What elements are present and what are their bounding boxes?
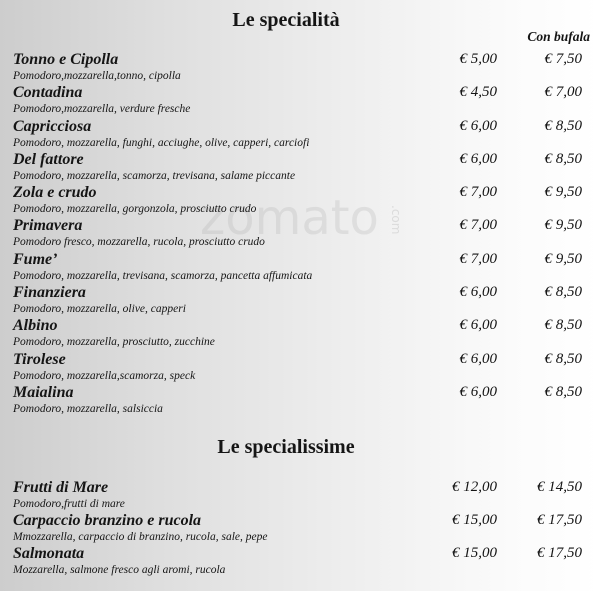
item-price-bufala: € 8,50: [544, 117, 582, 134]
item-name: Capricciosa: [13, 117, 92, 135]
menu-item: [0, 84, 600, 117]
menu-item: [0, 351, 600, 384]
item-name: Salmonata: [13, 545, 85, 562]
item-price-bufala: € 8,50: [544, 150, 582, 167]
item-price: € 15,00: [452, 545, 497, 561]
menu-item: [0, 251, 600, 284]
item-price: € 6,00: [459, 317, 497, 334]
item-description: Pomodoro, mozzarella, olive, capperi: [13, 303, 186, 316]
menu-item: [0, 184, 600, 217]
item-price-bufala: € 8,50: [544, 350, 582, 367]
item-price-bufala: € 9,50: [544, 250, 582, 267]
item-description: Pomodoro, mozzarella, scamorza, trevisana, salame piccante: [13, 169, 296, 182]
item-description: Pomodoro, mozzarella, gorgonzola, prosciutto crudo: [13, 203, 257, 216]
item-price-bufala: € 17,50: [537, 512, 582, 528]
watermark-logo: zomato: [200, 190, 379, 246]
item-price: € 15,00: [452, 512, 497, 528]
menu-item: [0, 479, 600, 512]
item-price: € 4,50: [459, 84, 497, 101]
menu-item: [0, 545, 600, 578]
item-price: € 6,00: [459, 117, 497, 134]
item-price-bufala: € 17,50: [537, 545, 582, 561]
item-price: € 6,00: [459, 383, 497, 400]
item-price-bufala: € 9,50: [544, 184, 582, 201]
item-name: Fume’: [13, 250, 58, 268]
item-name: Tonno e Cipolla: [13, 51, 119, 68]
item-description: Pomodoro,mozzarella,tonno, cipolla: [13, 70, 181, 82]
item-description: Pomodoro, mozzarella, salsiccia: [13, 402, 163, 415]
item-price: € 6,00: [459, 150, 497, 167]
item-description: Pomodoro, mozzarella, prosciutto, zucchine: [13, 336, 215, 349]
item-name: Finanziera: [13, 284, 86, 302]
item-description: Pomodoro, mozzarella, funghi, acciughe, olive, capperi, carciofi: [13, 136, 310, 149]
watermark-suffix: .com: [389, 205, 403, 235]
menu-item: [0, 51, 600, 84]
item-name: Zola e crudo: [13, 184, 97, 202]
item-name: Tirolese: [13, 350, 66, 368]
item-description: Pomodoro,frutti di mare: [13, 498, 125, 510]
item-name: Albino: [13, 317, 58, 335]
item-description: Pomodoro, mozzarella,scamorza, speck: [13, 369, 196, 382]
specialissime-list: [0, 479, 600, 578]
menu-item: [0, 151, 600, 184]
item-price: € 12,00: [452, 479, 497, 495]
item-price-bufala: € 8,50: [544, 383, 582, 400]
menu-item: [0, 284, 600, 317]
item-description: Mozzarella, salmone fresco agli aromi, rucola: [13, 564, 226, 576]
item-name: Contadina: [13, 84, 83, 102]
item-price: € 5,00: [459, 51, 497, 67]
item-description: Pomodoro fresco, mozzarella, rucola, prosciutto crudo: [13, 236, 265, 249]
menu-item: [0, 384, 600, 417]
menu-item: [0, 118, 600, 151]
specialita-list: [0, 51, 600, 417]
item-price: € 7,00: [459, 217, 497, 234]
item-price: € 6,00: [459, 284, 497, 301]
item-description: Pomodoro, mozzarella, trevisana, scamorza, pancetta affumicata: [13, 269, 313, 282]
item-name: Frutti di Mare: [13, 479, 109, 496]
section-title-specialissime: Le specialissime: [217, 436, 355, 458]
item-name: Del fattore: [13, 150, 84, 168]
menu-item: [0, 317, 600, 350]
item-description: Pomodoro,mozzarella, verdure fresche: [13, 103, 191, 116]
item-price-bufala: € 14,50: [537, 479, 582, 495]
column-header-bufala: Con bufala: [527, 29, 590, 44]
item-price: € 7,00: [459, 250, 497, 267]
item-price-bufala: € 9,50: [544, 217, 582, 234]
item-price: € 6,00: [459, 350, 497, 367]
item-price-bufala: € 8,50: [544, 284, 582, 301]
menu-item: [0, 512, 600, 545]
item-price-bufala: € 7,00: [544, 84, 582, 101]
item-price: € 7,00: [459, 184, 497, 201]
section-title-specialita: Le specialità: [232, 9, 340, 31]
item-price-bufala: € 7,50: [544, 51, 582, 67]
item-name: Maialina: [13, 383, 74, 401]
item-description: Mmozzarella, carpaccio di branzino, rucola, sale, pepe: [13, 531, 268, 543]
menu-item: [0, 217, 600, 250]
item-name: Primavera: [13, 217, 83, 235]
item-name: Carpaccio branzino e rucola: [13, 512, 202, 529]
item-price-bufala: € 8,50: [544, 317, 582, 334]
